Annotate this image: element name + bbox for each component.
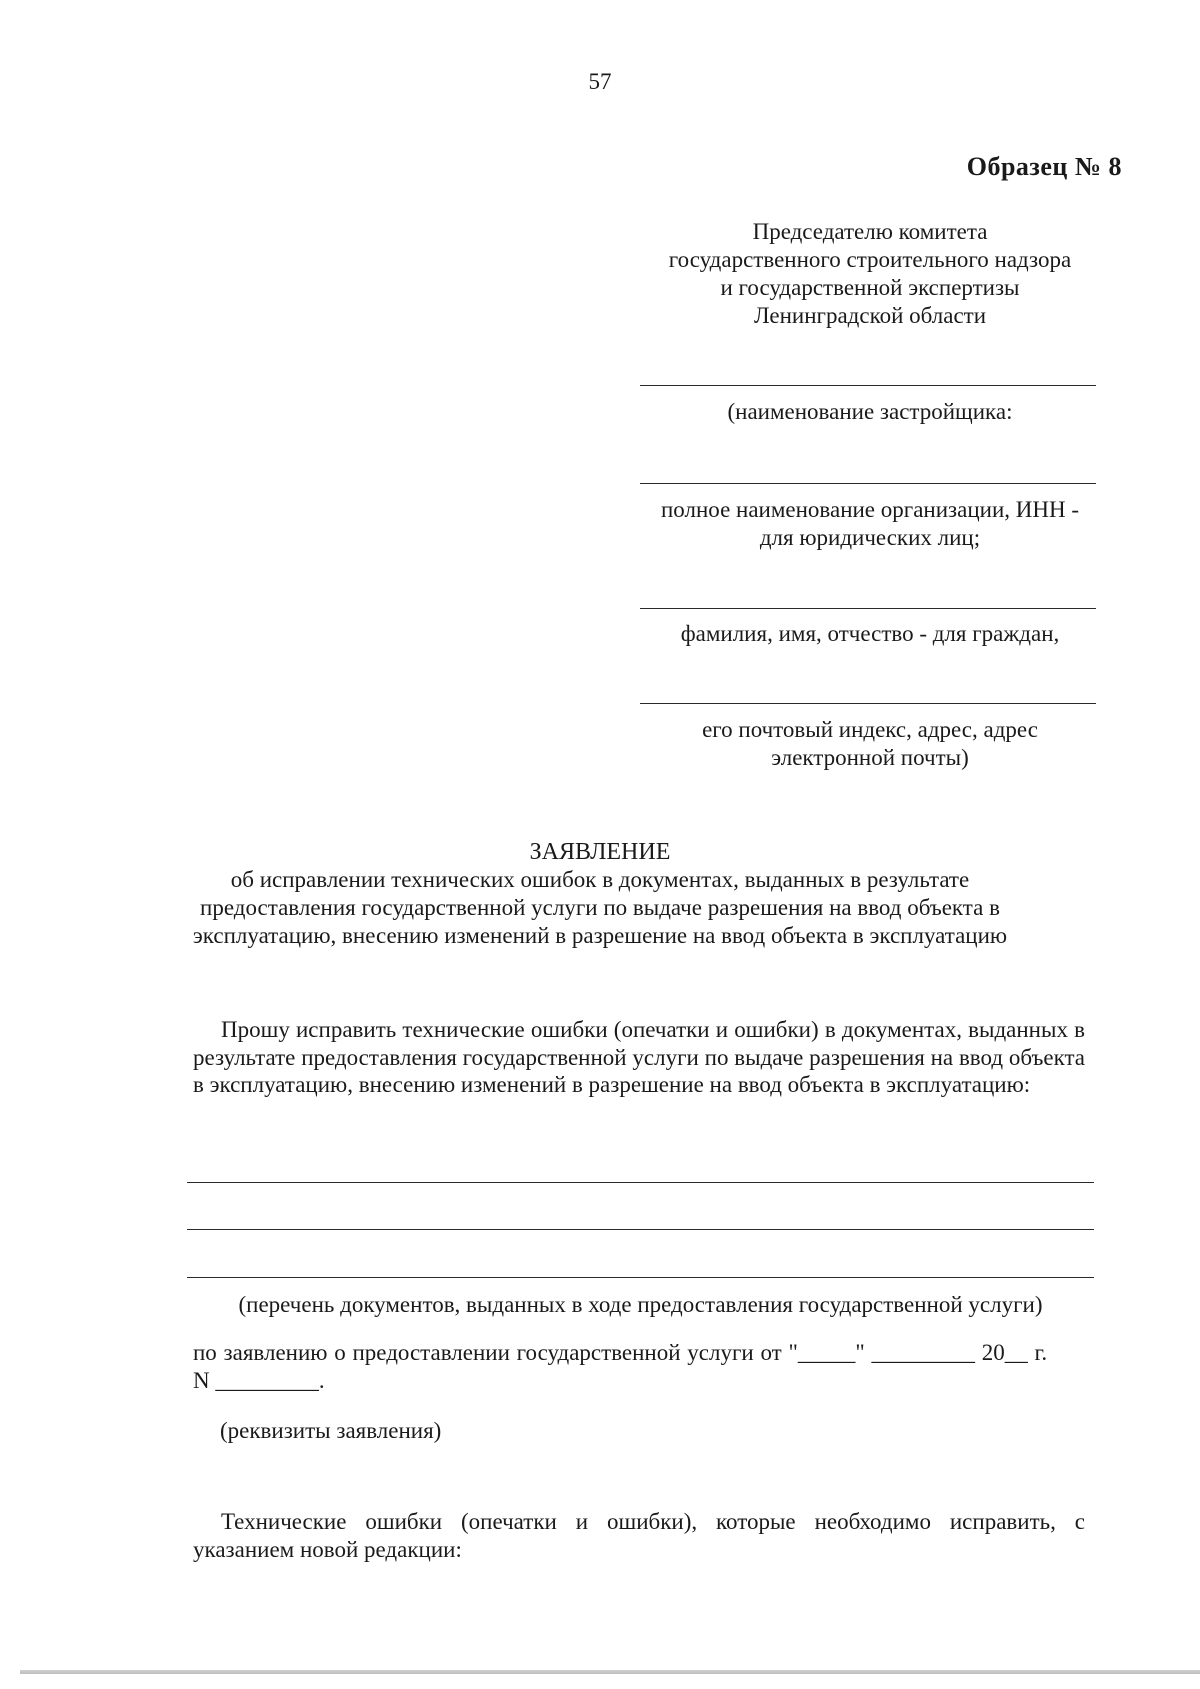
applicant-address-line [640, 703, 1096, 704]
application-number: N _________. [193, 1368, 325, 1393]
application-reference: по заявлению о предоставлении государственной услуги от "_____" _________ 20__ г. [193, 1340, 1048, 1365]
addressee-line: государственного строительного надзора [668, 247, 1072, 272]
addressee-block [620, 218, 1120, 330]
applicant-fio-line [640, 608, 1096, 609]
scan-edge [20, 1670, 1200, 1674]
applicant-field-caption: фамилия, имя, отчество - для граждан, [680, 621, 1060, 646]
documents-caption: (перечень документов, выданных в ходе предоставления государственной услуги) [238, 1292, 1043, 1317]
applicant-name-line [640, 385, 1096, 386]
applicant-field-caption: (наименование застройщика: [727, 399, 1013, 424]
applicant-field-caption: полное наименование организации, ИНН - для юридических лиц; [661, 497, 1079, 550]
addressee-line: Ленинградской области [753, 303, 987, 328]
statement-title: ЗАЯВЛЕНИЕ [529, 839, 671, 865]
statement-subtitle: об исправлении технических ошибок в документах, выданных в результате предоставления государственной услуги по выдаче разрешения на ввод объекта в эксплуатацию, внесению изменений в разрешение на ввод объекта в эксплуатацию [192, 867, 1008, 948]
errors-paragraph: Технические ошибки (опечатки и ошибки), которые необходимо исправить, с указанием новой редакции: [193, 1509, 1085, 1562]
page-number: 57 [588, 69, 612, 94]
documents-blank-line [187, 1277, 1094, 1278]
documents-blank-line [187, 1182, 1094, 1183]
sample-label: Образец № 8 [966, 152, 1122, 181]
applicant-org-line [640, 483, 1096, 484]
applicant-field-caption: его почтовый индекс, адрес, адрес электронной почты) [702, 717, 1038, 770]
addressee-line: Председателю комитета [752, 219, 988, 244]
request-paragraph: Прошу исправить технические ошибки (опечатки и ошибки) в документах, выданных в результате предоставления государственной услуги по выдаче разрешения на ввод объекта в эксплуатацию, внесению изменений в разрешение на ввод объекта в эксплуатацию: [193, 1017, 1085, 1097]
application-caption: (реквизиты заявления) [220, 1418, 442, 1443]
documents-blank-line [187, 1229, 1094, 1230]
addressee-line: и государственной экспертизы [720, 275, 1020, 300]
